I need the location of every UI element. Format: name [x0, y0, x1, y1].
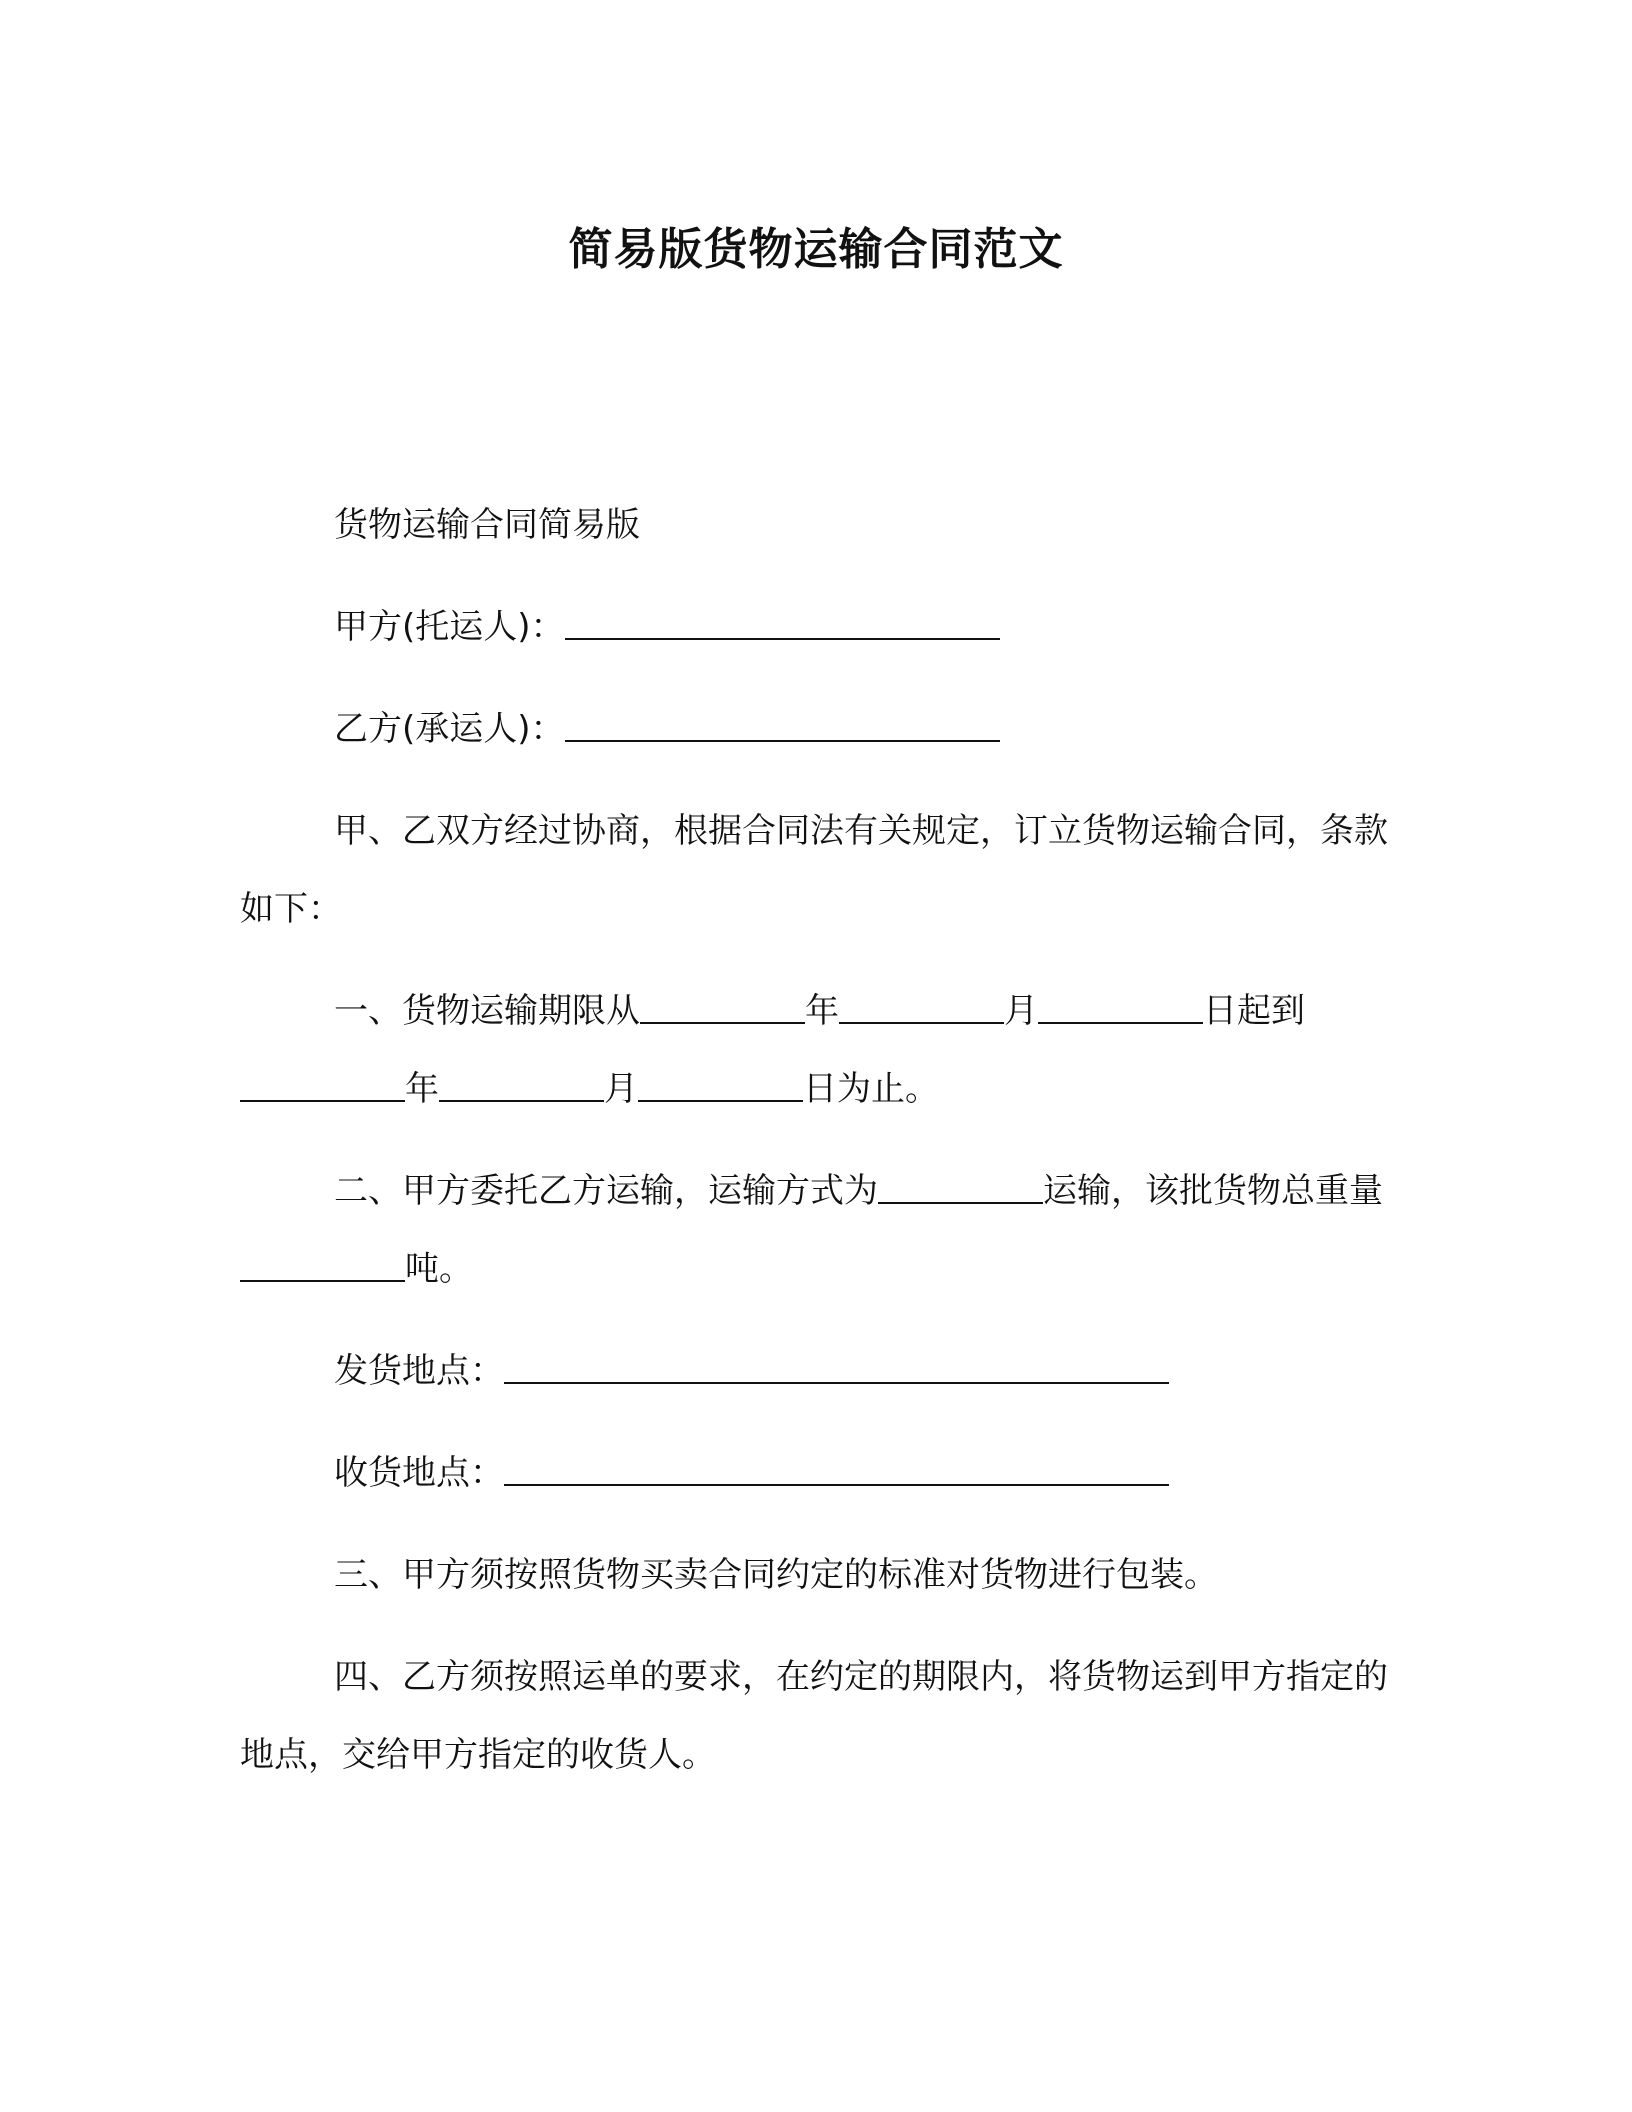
- document-body: [240, 486, 1400, 1818]
- clause-1-prefix: 一、货物运输期限从: [334, 991, 640, 1031]
- end-month-blank[interactable]: [439, 1070, 604, 1102]
- clause-1-month-2: 月: [604, 1069, 638, 1109]
- party-b-label: 乙方(承运人)：: [334, 709, 565, 749]
- party-b-blank[interactable]: [565, 710, 1000, 742]
- intro-paragraph: 甲、乙双方经过协商，根据合同法有关规定，订立货物运输合同，条款如下：: [240, 811, 1388, 929]
- ship-to-label: 收货地点：: [334, 1453, 504, 1493]
- end-year-blank[interactable]: [240, 1070, 405, 1102]
- clause-2: [240, 1152, 1400, 1308]
- clause-1-day-from: 日起到: [1203, 991, 1305, 1031]
- party-b-line: [240, 690, 1400, 768]
- clause-1: [240, 972, 1400, 1128]
- start-year-blank[interactable]: [640, 992, 805, 1024]
- ship-to-blank[interactable]: [504, 1454, 1169, 1486]
- start-day-blank[interactable]: [1038, 992, 1203, 1024]
- party-a-label: 甲方(托运人)：: [334, 607, 565, 647]
- clause-1-year: 年: [805, 991, 839, 1031]
- clause-4: 四、乙方须按照运单的要求，在约定的期限内，将货物运到甲方指定的地点，交给甲方指定的收货人。: [240, 1657, 1388, 1775]
- party-a-line: [240, 588, 1400, 666]
- ship-from-label: 发货地点：: [334, 1351, 504, 1391]
- clause-1-month: 月: [1004, 991, 1038, 1031]
- clause-2-unit: 吨。: [405, 1249, 473, 1289]
- transport-mode-blank[interactable]: [878, 1172, 1043, 1204]
- document-title: 简易版货物运输合同范文: [568, 224, 1064, 275]
- clause-2-prefix: 二、甲方委托乙方运输，运输方式为: [334, 1171, 878, 1211]
- clause-1-day-to: 日为止。: [803, 1069, 939, 1109]
- total-weight-blank[interactable]: [240, 1250, 405, 1282]
- subtitle: 货物运输合同简易版: [334, 505, 640, 545]
- ship-from-line: [240, 1332, 1400, 1410]
- clause-3: 三、甲方须按照货物买卖合同约定的标准对货物进行包装。: [334, 1555, 1218, 1595]
- party-a-blank[interactable]: [565, 608, 1000, 640]
- clause-2-mid: 运输，该批货物总重量: [1043, 1171, 1383, 1211]
- ship-from-blank[interactable]: [504, 1352, 1169, 1384]
- start-month-blank[interactable]: [839, 992, 1004, 1024]
- ship-to-line: [240, 1434, 1400, 1512]
- clause-1-year-2: 年: [405, 1069, 439, 1109]
- end-day-blank[interactable]: [638, 1070, 803, 1102]
